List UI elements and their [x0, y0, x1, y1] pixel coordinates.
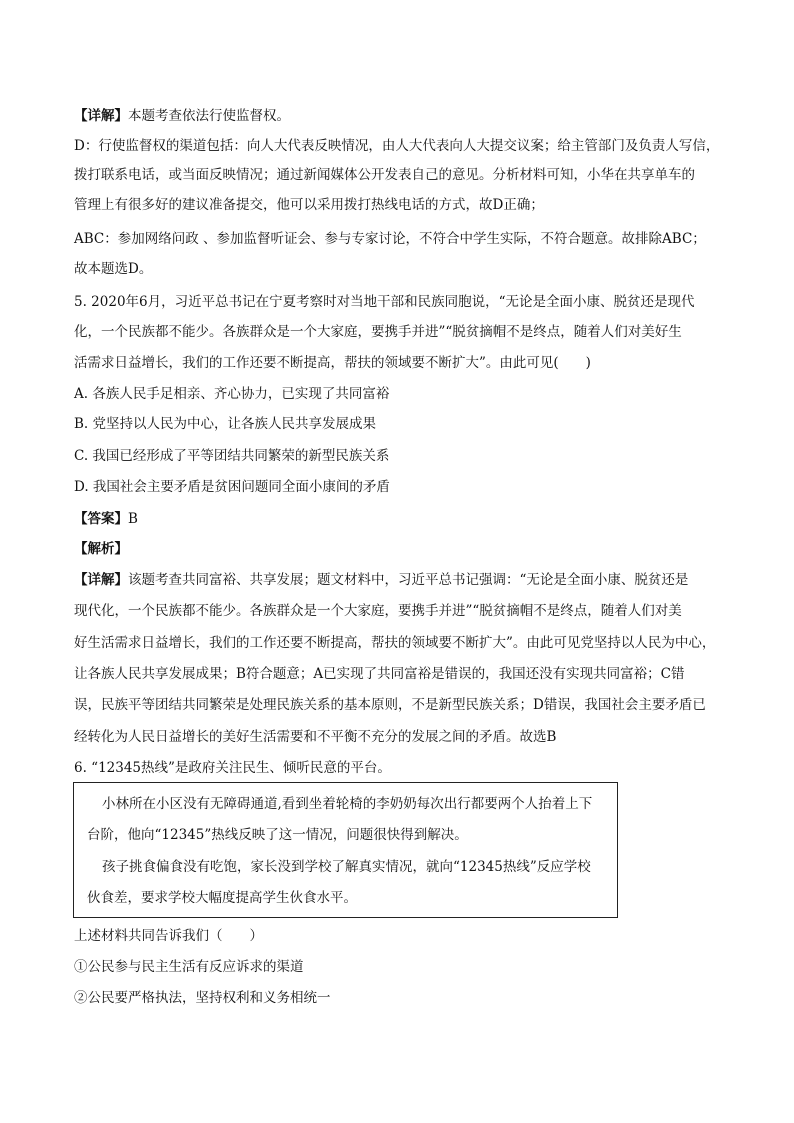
q6-option-1: ①公民参与民主生活有反应诉求的渠道: [74, 959, 304, 975]
q5-detail-line: 让各族人民共享发展成果；B符合题意；A已实现了共同富裕是错误的，我国还没有实现共同富裕；C错: [74, 666, 685, 682]
q5-stem-line: 5. 2020年6月，习近平总书记在宁夏考察时对当地干部和民族同胞说，“无论是全面小康、脱贫还是现代: [74, 294, 695, 310]
q5-answer: [74, 510, 138, 528]
q6-material-box: [73, 782, 618, 918]
q5-option-d: D. 我国社会主要矛盾是贫困问题同全面小康间的矛盾: [74, 479, 390, 495]
q5-option-a: A. 各族人民手足相亲、齐心协力，已实现了共同富裕: [74, 386, 390, 402]
q5-detail-line: [74, 571, 688, 589]
prev-detail-line: 故本题选D。: [74, 261, 153, 277]
q5-detail-line: 经转化为人民日益增长的美好生活需要和不平衡不充分的发展之间的矛盾。故选B: [74, 729, 557, 745]
q5-stem-line: 化，一个民族都不能少。各族群众是一个大家庭，要携手并进”“脱贫摘帽不是终点，随着人们对美好生: [74, 324, 682, 340]
q5-detail-line: 现代化，一个民族都不能少。各族群众是一个大家庭，要携手并进”“脱贫摘帽不是终点，随着人们对美: [74, 603, 682, 619]
analysis-label: 【解析】: [74, 541, 128, 557]
q6-question: 上述材料共同告诉我们（ ）: [74, 928, 263, 944]
q6-option-2: ②公民要严格执法，坚持权利和义务相统一: [74, 990, 331, 1006]
prev-detail-line: 拨打联系电话，或当面反映情况；通过新闻媒体公开发表自己的意见。分析材料可知，小华在共享单车的: [74, 167, 695, 183]
detail-label: 【详解】: [74, 572, 128, 588]
q5-detail-line: 误，民族平等团结共同繁荣是处理民族关系的基本原则，不是新型民族关系；D错误，我国社会主要矛盾已: [74, 697, 706, 713]
detail-label: 【详解】: [74, 108, 128, 124]
answer-label: 【答案】: [74, 511, 128, 527]
q5-detail-text: 该题考查共同富裕、共享发展；题文材料中，习近平总书记强调：“无论是全面小康、脱贫还是: [128, 572, 689, 588]
prev-detail-line: D：行使监督权的渠道包括：向人大代表反映情况，由人大代表向人大提交议案；给主管部门及负责人写信，: [74, 138, 720, 154]
prev-detail-line: 管理上有很多好的建议准备提交，他可以采用拨打热线电话的方式，故D正确；: [74, 197, 544, 213]
q5-stem-line: 活需求日益增长，我们的工作还要不断提高，帮扶的领域要不断扩大”。由此可见( ): [74, 355, 591, 371]
material-line: 小林所在小区没有无障碍通道,看到坐着轮椅的李奶奶每次出行都要两个人抬着上下: [102, 796, 593, 812]
q6-stem: 6. “12345热线”是政府关注民生、倾听民意的平台。: [74, 760, 391, 776]
material-line: 台阶，他向“12345”热线反映了这一情况，问题很快得到解决。: [87, 827, 468, 843]
q5-option-b: B. 党坚持以人民为中心，让各族人民共享发展成果: [74, 416, 377, 432]
q5-detail-line: 好生活需求日益增长，我们的工作还要不断提高，帮扶的领域要不断扩大”。由此可见党坚持以人民为中心，: [74, 635, 716, 651]
answer-value: B: [128, 511, 138, 527]
detail-intro-text: 本题考查依法行使监督权。: [128, 108, 290, 124]
prev-detail-line: ABC：参加网络问政 、参加监督听证会、参与专家讨论，不符合中学生实际，不符合题意。故排除ABC；: [74, 231, 706, 247]
q5-option-c: C. 我国已经形成了平等团结共同繁荣的新型民族关系: [74, 448, 390, 464]
material-line: 伙食差，要求学校大幅度提高学生伙食水平。: [87, 890, 357, 906]
prev-detail-intro: [74, 107, 290, 125]
material-line: 孩子挑食偏食没有吃饱，家长没到学校了解真实情况，就向“12345热线”反应学校: [102, 859, 591, 875]
